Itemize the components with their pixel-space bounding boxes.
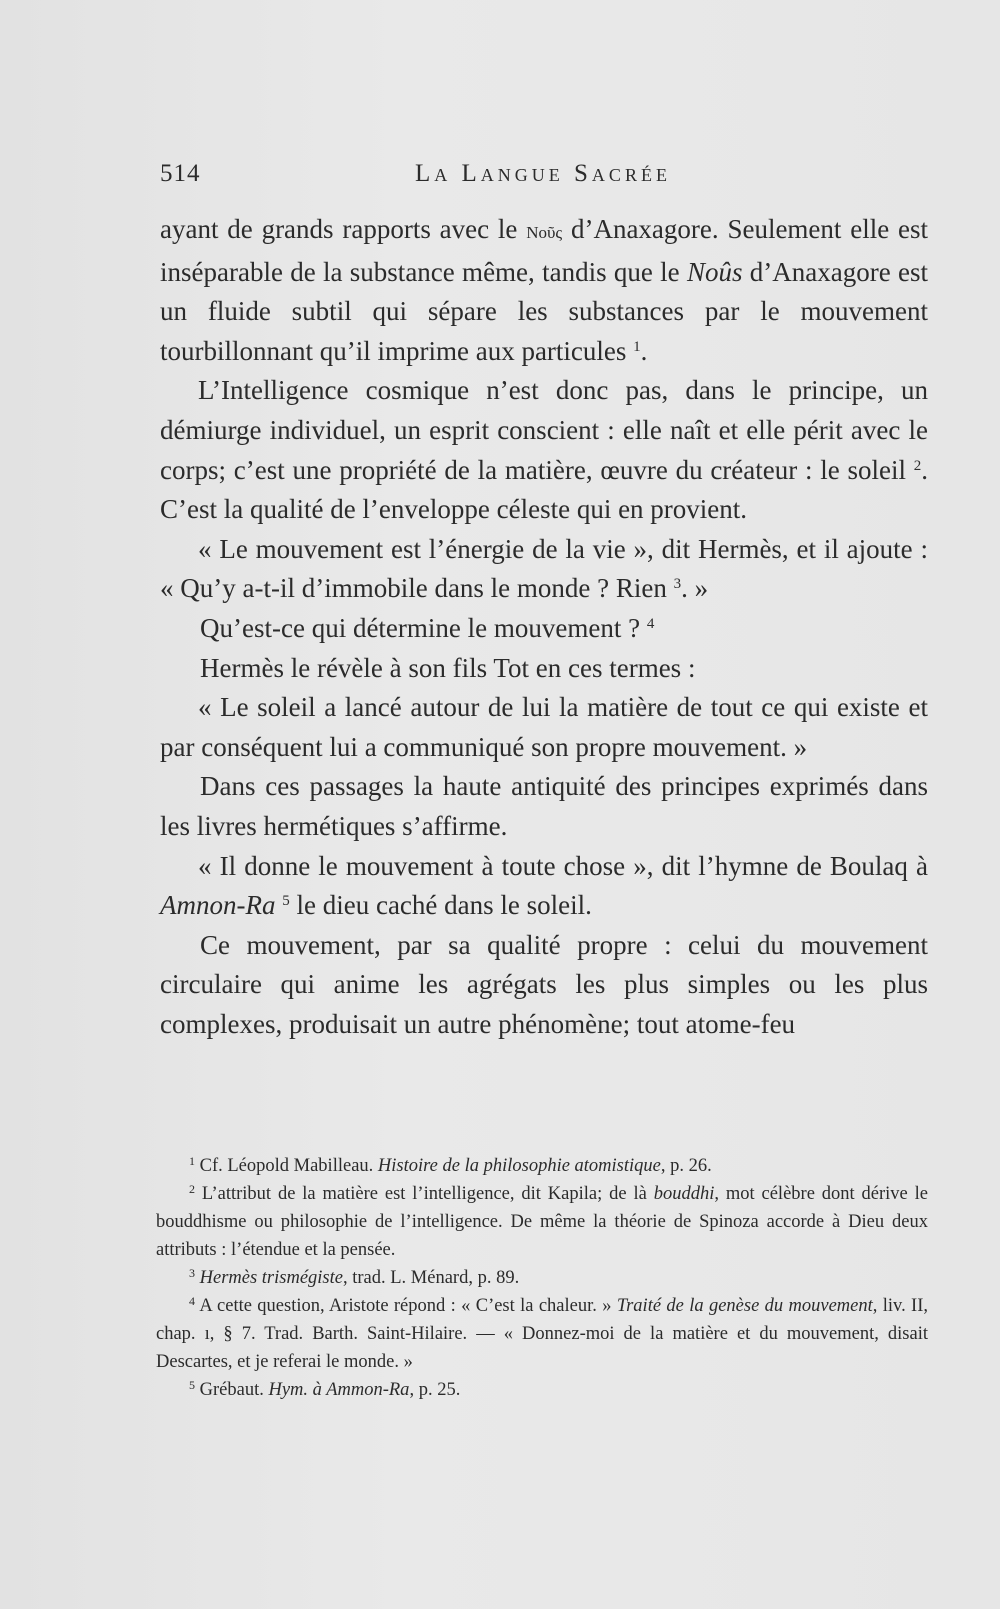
footnote-mark: 4 (189, 1294, 195, 1308)
footnote-mark: 3 (189, 1266, 195, 1280)
page-number: 514 (160, 160, 201, 187)
text-span: . C’est la qualité de l’enveloppe céleste qui en provient. (160, 454, 928, 525)
footnote-mark: 1 (189, 1154, 195, 1168)
page-header (160, 160, 926, 200)
text-span: d’Anaxagore. Seulement elle est inséparable de la substance même, tandis que le (160, 214, 928, 287)
text-span: . » (681, 573, 709, 604)
paragraph-6: « Le soleil a lancé autour de lui la matière de tout ce qui existe et par conséquent lui a communiqué son propre mouvement. » (160, 692, 928, 762)
footnote-1 (156, 1152, 928, 1180)
text-span: d’Anaxagore est un fluide subtil qui sépare les substances par le mouvement tourbillonnant qu’il imprime aux particules (160, 256, 928, 366)
italic-title: Hym. à Ammon-Ra (268, 1380, 410, 1400)
text-span: , p. 26. (660, 1156, 712, 1176)
paragraph-2 (160, 371, 928, 529)
paragraph-1 (160, 210, 928, 371)
text-span: « Le mouvement est l’énergie de la vie », dit Hermès, et il ajoute : « Qu’y a-t-il d’immobile dans le monde ? Rien (160, 533, 928, 604)
text-span: Qu’est-ce qui détermine le mouvement ? (200, 612, 647, 643)
italic-title: Histoire de la philosophie atomistique (377, 1156, 661, 1176)
footnote-ref-3: 3 (673, 576, 682, 593)
footnote-5 (156, 1376, 928, 1404)
footnote-ref-4: 4 (646, 615, 655, 632)
footnote-ref-2: 2 (913, 457, 922, 474)
footnote-4 (156, 1292, 928, 1376)
text-span: A cette question, Aristote répond : « C’est la chaleur. » (195, 1296, 617, 1316)
text-span: , mot célèbre dont dérive le bouddhisme ou philosophie de l’intelligence. De même la théorie de Spinoza accorde à Dieu deux attributs : l’étendue et la pensée. (156, 1184, 928, 1260)
paragraph-5: Hermès le révèle à son fils Tot en ces termes : (200, 652, 696, 683)
italic-term: Amnon-Ra (160, 890, 276, 921)
text-span: Grébaut. (195, 1380, 269, 1400)
footnote-2 (156, 1180, 928, 1264)
footnote-ref-1: 1 (633, 338, 641, 355)
italic-term: Noûs (686, 256, 743, 287)
footnote-3 (156, 1264, 928, 1292)
greek-word: Νοῦς (526, 223, 563, 242)
running-title: La Langue Sacrée (415, 160, 671, 187)
paragraph-4 (160, 609, 928, 649)
footnotes (156, 1152, 928, 1404)
italic-title: Hermès trismégiste (195, 1268, 343, 1288)
text-span: L’attribut de la matière est l’intelligence, dit Kapila; de là (195, 1184, 654, 1204)
paragraph-8 (160, 847, 928, 926)
text-span: , trad. L. Ménard, p. 89. (342, 1268, 520, 1288)
footnote-mark: 5 (189, 1378, 195, 1392)
paragraph-3 (160, 530, 928, 609)
text-span: , liv. II, chap. ı, § 7. Trad. Barth. Saint-Hilaire. — « Donnez-moi de la matière et du mouvement, disait Descartes, et je referai le monde. » (156, 1296, 928, 1372)
text-span: le dieu caché dans le soleil. (289, 890, 592, 921)
text-span: L’Intelligence cosmique n’est donc pas, dans le principe, un démiurge individuel, un esprit conscient : elle naît et elle périt avec le corps; c’est une propriété de la matière, œuvre du créateur : le soleil (160, 375, 928, 485)
italic-title: Traité de la genèse du mouvement (616, 1296, 873, 1316)
paragraph-7: Dans ces passages la haute antiquité des principes exprimés dans les livres hermétiques s’affirme. (160, 771, 928, 841)
text-span: . (640, 335, 648, 366)
footnote-mark: 2 (189, 1182, 195, 1196)
text-span: ayant de grands rapports avec le (160, 214, 527, 244)
paragraph-9: Ce mouvement, par sa qualité propre : celui du mouvement circulaire qui anime les agrégats les plus simples ou les plus complexes, produisait un autre phénomène; tout atome-feu (160, 929, 928, 1039)
text-span: « Il donne le mouvement à toute chose », dit l’hymne de Boulaq à (198, 850, 928, 881)
text-span: Cf. Léopold Mabilleau. (195, 1156, 378, 1176)
italic-term: bouddhi (653, 1184, 715, 1204)
main-text (160, 210, 928, 1044)
footnote-ref-5: 5 (282, 893, 290, 910)
text-span: , p. 25. (409, 1380, 461, 1400)
